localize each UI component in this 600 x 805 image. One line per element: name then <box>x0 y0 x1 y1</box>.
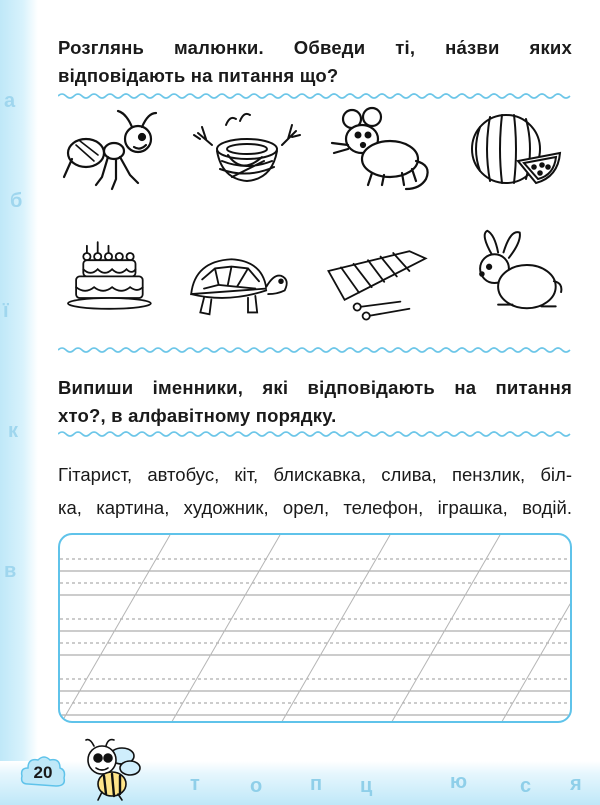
task2-instruction <box>58 374 572 430</box>
writing-area[interactable] <box>58 533 572 723</box>
wavy-divider <box>58 92 572 100</box>
ant-icon[interactable] <box>58 105 168 195</box>
task1-line2-prefix: відповідають на питання <box>58 65 295 86</box>
handwriting-guidelines <box>60 535 572 723</box>
cake-icon[interactable] <box>58 235 168 325</box>
page-number-badge <box>20 756 66 790</box>
mouse-icon[interactable] <box>328 105 438 195</box>
turtle-icon[interactable] <box>182 239 292 329</box>
word-list-line1: Гітарист, автобус, кіт, блискавка, слива, пензлик, біл- <box>58 464 572 485</box>
word-list-line2: ка, картина, художник, орел, телефон, іграшка, водій. <box>58 497 572 518</box>
bee-icon <box>74 738 142 802</box>
task2-line1: Випиши іменники, які відповідають на питання <box>58 377 572 398</box>
pictures-grid <box>58 105 572 335</box>
watermelon-icon[interactable] <box>462 105 572 195</box>
word-list <box>58 458 572 524</box>
xylophone-icon[interactable] <box>322 235 432 325</box>
task1-instruction <box>58 34 572 90</box>
task1-line2 <box>58 62 572 90</box>
nest-icon[interactable] <box>192 105 302 195</box>
rabbit-icon[interactable] <box>462 229 572 319</box>
wavy-divider <box>58 346 572 354</box>
task1-keyword: що? <box>299 65 339 86</box>
left-decorative-border: а б ї к в <box>0 0 38 805</box>
wavy-divider <box>58 430 572 438</box>
page-number: 20 <box>33 763 53 782</box>
task2-line2: хто?, в алфавітному порядку. <box>58 405 337 426</box>
task1-line1: Розглянь малюнки. Обведи ті, на́зви яких <box>58 37 572 58</box>
bottom-decorative-band: т о п ц ю с я <box>0 761 600 805</box>
